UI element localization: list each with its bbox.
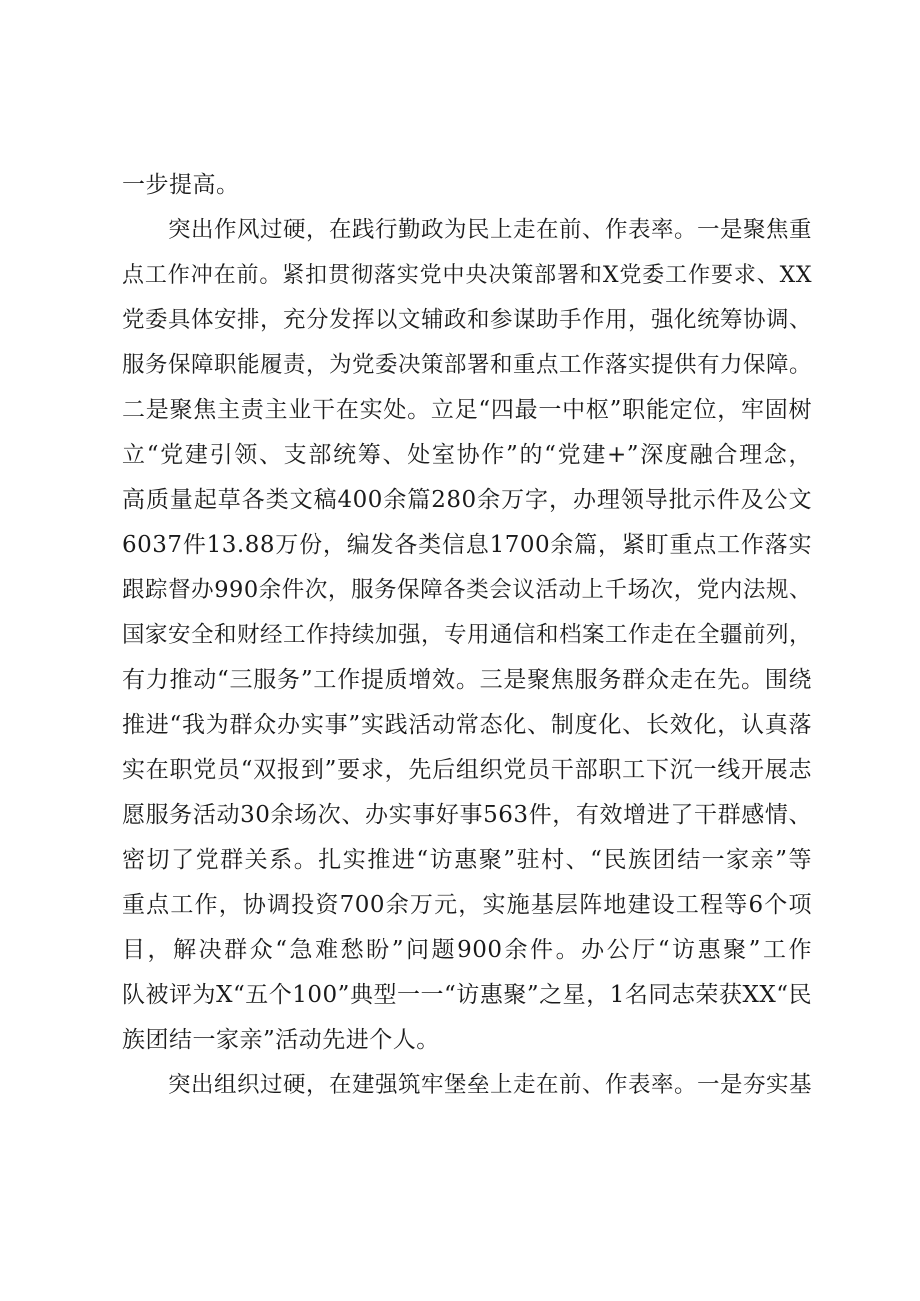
text-line: 突出组织过硬，在建强筑牢堡垒上走在前、作表率。一是夯实基 xyxy=(168,1072,812,1098)
text-line: 推进“我为群众办实事”实践活动常态化、制度化、长效化，认真落 xyxy=(122,712,812,738)
text-line: 队被评为X“五个100”典型一一“访惠聚”之星，1名同志荣获XX“民 xyxy=(122,982,812,1008)
text-line: 国家安全和财经工作持续加强，专用通信和档案工作走在全疆前列， xyxy=(122,622,812,648)
text-line: 跟踪督办990余件次，服务保障各类会议活动上千场次，党内法规、 xyxy=(122,577,812,603)
text-line: 一步提高。 xyxy=(122,172,240,198)
text-line: 实在职党员“双报到”要求，先后组织党员干部职工下沉一线开展志 xyxy=(122,757,812,783)
text-line: 党委具体安排，充分发挥以文辅政和参谋助手作用，强化统筹协调、 xyxy=(122,307,812,333)
text-line: 6037件13.88万份，编发各类信息1700余篇，紧盯重点工作落实 xyxy=(122,532,812,558)
text-line: 有力推动“三服务”工作提质增效。三是聚焦服务群众走在先。围绕 xyxy=(122,667,812,693)
text-line: 立“党建引领、支部统筹、处室协作”的“党建+”深度融合理念， xyxy=(122,442,812,468)
text-line: 密切了党群关系。扎实推进“访惠聚”驻村、“民族团结一家亲”等 xyxy=(122,847,812,873)
text-line: 重点工作，协调投资700余万元，实施基层阵地建设工程等6个项 xyxy=(122,892,812,918)
text-line: 点工作冲在前。紧扣贯彻落实党中央决策部署和X党委工作要求、XX xyxy=(122,263,812,288)
text-line: 二是聚焦主责主业干在实处。立足“四最一中枢”职能定位，牢固树 xyxy=(122,397,812,423)
text-line: 突出作风过硬，在践行勤政为民上走在前、作表率。一是聚焦重 xyxy=(168,217,812,243)
text-line: 服务保障职能履责，为党委决策部署和重点工作落实提供有力保障。 xyxy=(122,352,812,378)
text-line: 目，解决群众“急难愁盼”问题900余件。办公厅“访惠聚”工作 xyxy=(122,937,812,963)
text-line: 族团结一家亲”活动先进个人。 xyxy=(122,1027,440,1053)
text-line: 高质量起草各类文稿400余篇280余万字，办理领导批示件及公文 xyxy=(122,487,812,513)
document-body xyxy=(122,163,812,1108)
text-line: 愿服务活动30余场次、办实事好事563件，有效增进了干群感情、 xyxy=(122,802,812,828)
